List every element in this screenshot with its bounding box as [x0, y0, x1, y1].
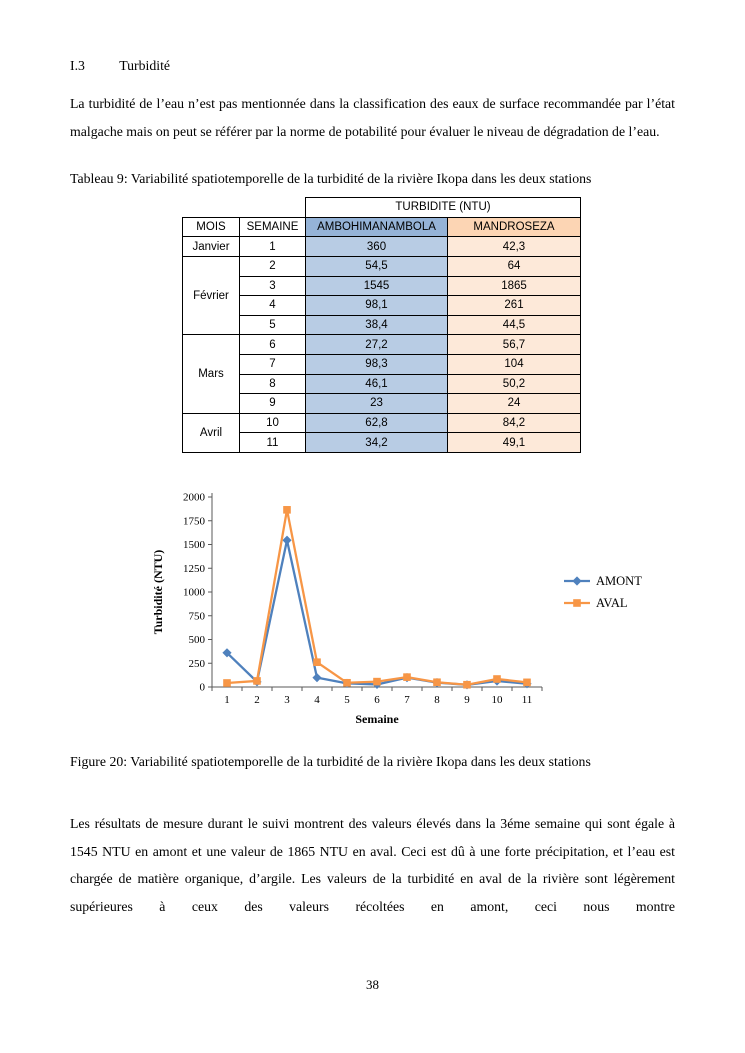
table-row	[183, 433, 581, 453]
x-tick-label: 4	[314, 693, 320, 706]
y-axis-title: Turbidité (NTU)	[151, 549, 165, 635]
aval-cell: 104	[448, 354, 581, 374]
semaine-cell: 8	[240, 374, 306, 394]
semaine-cell: 6	[240, 335, 306, 355]
aval-cell: 50,2	[448, 374, 581, 394]
marker-aval	[253, 677, 261, 685]
amont-cell: 54,5	[306, 256, 448, 276]
section-heading	[70, 58, 675, 74]
amont-cell: 1545	[306, 276, 448, 296]
figure-20-chart	[148, 483, 675, 738]
marker-aval	[523, 678, 531, 686]
x-tick-label: 10	[491, 693, 503, 706]
amont-cell: 23	[306, 394, 448, 414]
y-tick-label: 750	[188, 610, 205, 623]
table-header-row	[183, 217, 581, 237]
table-row	[183, 413, 581, 433]
y-tick-label: 2000	[183, 491, 205, 504]
semaine-cell: 2	[240, 256, 306, 276]
semaine-cell: 1	[240, 237, 306, 257]
semaine-cell: 4	[240, 296, 306, 316]
x-tick-label: 3	[284, 693, 290, 706]
marker-aval	[343, 679, 351, 687]
y-tick-label: 1750	[183, 515, 205, 528]
turbidity-chart	[148, 483, 648, 733]
x-tick-label: 1	[224, 693, 230, 706]
column-header-semaine: SEMAINE	[240, 217, 306, 237]
mois-cell: Février	[183, 256, 240, 334]
amont-cell: 27,2	[306, 335, 448, 355]
column-header-mois: MOIS	[183, 217, 240, 237]
x-tick-label: 5	[344, 693, 350, 706]
marker-aval	[223, 679, 231, 687]
amont-cell: 98,3	[306, 354, 448, 374]
table-row	[183, 335, 581, 355]
aval-cell: 1865	[448, 276, 581, 296]
marker-aval	[573, 599, 581, 607]
aval-cell: 84,2	[448, 413, 581, 433]
amont-cell: 34,2	[306, 433, 448, 453]
amont-cell: 46,1	[306, 374, 448, 394]
table-row	[183, 374, 581, 394]
table-row	[183, 276, 581, 296]
x-tick-label: 9	[464, 693, 470, 706]
semaine-cell: 7	[240, 354, 306, 374]
amont-cell: 38,4	[306, 315, 448, 335]
x-axis-title: Semaine	[355, 711, 399, 726]
marker-aval	[313, 658, 321, 666]
semaine-cell: 3	[240, 276, 306, 296]
table-row	[183, 354, 581, 374]
x-tick-label: 11	[521, 693, 533, 706]
x-tick-label: 6	[374, 693, 380, 706]
page-number: 38	[366, 977, 379, 992]
marker-aval	[433, 678, 441, 686]
marker-aval	[283, 506, 291, 514]
aval-cell: 42,3	[448, 237, 581, 257]
section-title: Turbidité	[119, 58, 171, 73]
series-line-aval	[227, 510, 527, 685]
x-tick-label: 2	[254, 693, 260, 706]
aval-cell: 56,7	[448, 335, 581, 355]
figure-caption: Figure 20: Variabilité spatiotemporelle de la turbidité de la rivière Ikopa dans les deux stations	[70, 753, 591, 769]
aval-cell: 261	[448, 296, 581, 316]
table-title-row	[183, 198, 581, 218]
x-tick-label: 7	[404, 693, 410, 706]
column-header-mandroseza: MANDROSEZA	[448, 217, 581, 237]
aval-cell: 49,1	[448, 433, 581, 453]
y-tick-label: 1000	[183, 586, 205, 599]
intro-paragraph: La turbidité de l’eau n’est pas mentionnée dans la classification des eaux de surface recommandée par l’état malgache mais on peut se référer par la norme de potabilité pour évaluer le niveau de dégradation de l’eau.	[70, 96, 675, 139]
mois-cell: Mars	[183, 335, 240, 413]
column-header-ambohimanambola: AMBOHIMANAMBOLA	[306, 217, 448, 237]
amont-cell: 62,8	[306, 413, 448, 433]
y-tick-label: 1250	[183, 562, 205, 575]
marker-aval	[463, 681, 471, 689]
series-line-amont	[227, 540, 527, 685]
legend-label-aval: AVAL	[596, 596, 628, 611]
table-body	[183, 237, 581, 453]
table-row	[183, 237, 581, 257]
table-row	[183, 256, 581, 276]
aval-cell: 64	[448, 256, 581, 276]
body-paragraph: Les résultats de mesure durant le suivi montrent des valeurs élevés dans la 3éme semaine qui sont égale à 1545 NTU en amont et une valeur de 1865 NTU en aval. Ceci est dû à une forte précipitation, et l’eau est chargée de matière organique, d’argile. Les valeurs de la turbidité en aval de la rivière sont légèrement supérieures à ceux des valeurs récoltées en amont, ceci nous montre	[70, 815, 675, 914]
table-caption: Tableau 9: Variabilité spatiotemporelle de la turbidité de la rivière Ikopa dans les deux stations	[70, 171, 592, 187]
mois-cell: Avril	[183, 413, 240, 452]
semaine-cell: 11	[240, 433, 306, 453]
semaine-cell: 5	[240, 315, 306, 335]
table-row	[183, 315, 581, 335]
mois-cell: Janvier	[183, 237, 240, 257]
y-tick-label: 500	[188, 633, 205, 646]
aval-cell: 24	[448, 394, 581, 414]
table-row	[183, 296, 581, 316]
y-tick-label: 1500	[183, 538, 205, 551]
y-tick-label: 0	[199, 681, 205, 694]
marker-amont	[312, 673, 321, 682]
table-title: TURBIDITE (NTU)	[306, 198, 581, 218]
marker-amont	[282, 536, 291, 545]
semaine-cell: 10	[240, 413, 306, 433]
empty-corner-cell	[183, 198, 306, 218]
semaine-cell: 9	[240, 394, 306, 414]
marker-amont	[572, 576, 581, 585]
legend-label-amont: AMONT	[596, 574, 642, 589]
aval-cell: 44,5	[448, 315, 581, 335]
turbidity-table	[182, 197, 581, 453]
section-number: I.3	[70, 58, 85, 73]
marker-aval	[403, 673, 411, 681]
table-row	[183, 394, 581, 414]
amont-cell: 360	[306, 237, 448, 257]
marker-aval	[373, 678, 381, 686]
y-tick-label: 250	[188, 657, 205, 670]
x-tick-label: 8	[434, 693, 440, 706]
marker-aval	[493, 675, 501, 683]
amont-cell: 98,1	[306, 296, 448, 316]
